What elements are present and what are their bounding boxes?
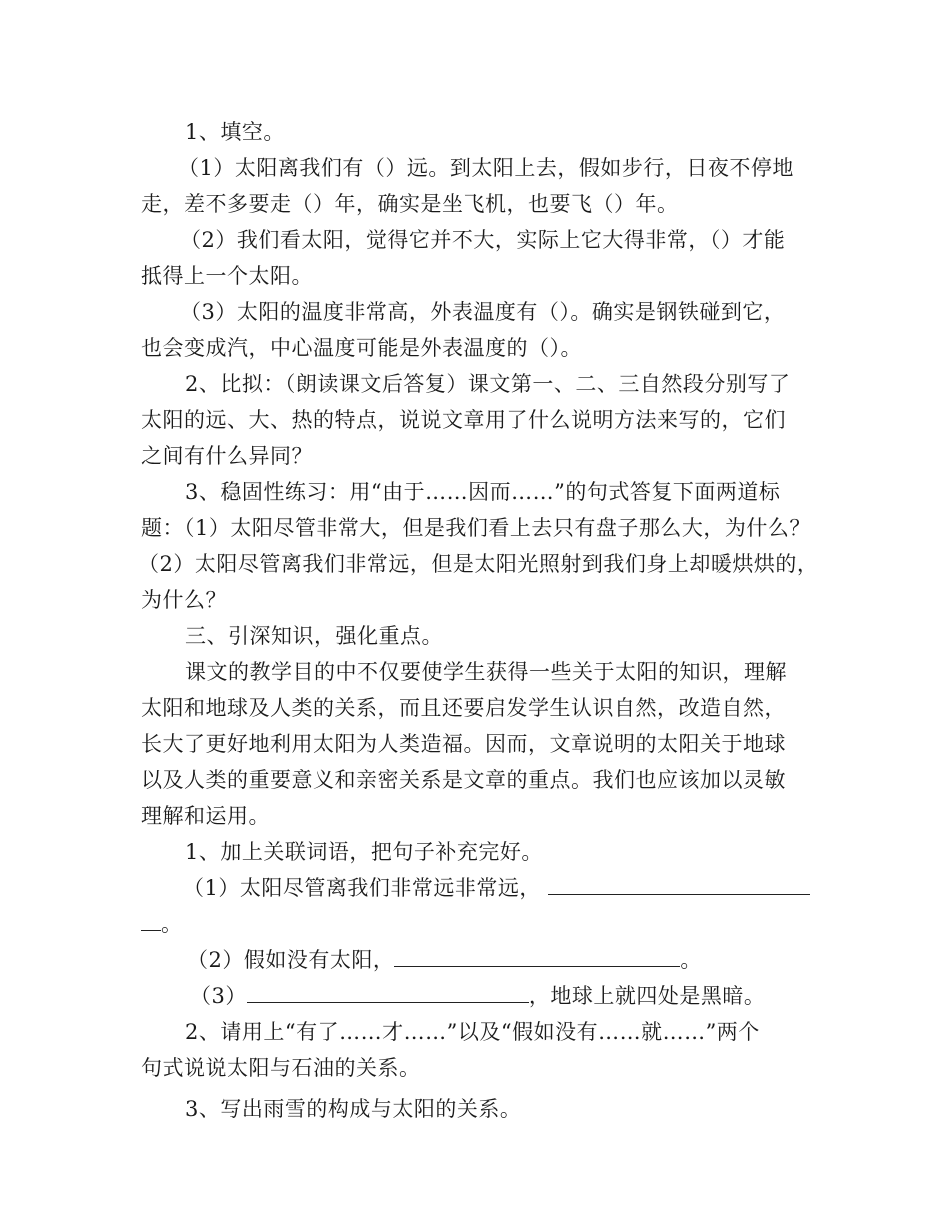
fill-blank-q3-line1: （3）太阳的温度非常高，外表温度有（）。确实是钢铁碰到它， xyxy=(180,300,786,324)
fill-blank-q2-line1: （2）我们看太阳，觉得它并不大，实际上它大得非常，（）才能 xyxy=(180,228,786,252)
exercise1-item2-text: （2）假如没有太阳， xyxy=(187,948,395,972)
exercise1-item1-text: （1）太阳尽管离我们非常远非常远， xyxy=(183,876,541,900)
exercise1-item2 xyxy=(187,945,702,975)
part3-heading: 三、引深知识，强化重点。 xyxy=(185,624,443,648)
exercise1-item2-blank-line xyxy=(394,946,680,967)
exercise1-item1-blank-line xyxy=(548,874,810,895)
exercise1-item1-blank-line-end xyxy=(141,910,161,931)
exercise2-line1: 2、请用上“有了……才……”以及“假如没有……就……”两个 xyxy=(185,1020,760,1044)
exercise1-item3-text: （3） xyxy=(190,984,247,1008)
practice-question-line1: 3、稳固性练习：用“由于……因而……”的句式答复下面两道标 xyxy=(185,480,781,504)
part3-paragraph-line1: 课文的教学目的中不仅要使学生获得一些关于太阳的知识，理解 xyxy=(185,660,787,684)
practice-question-line4: 为什么？ xyxy=(141,588,227,612)
exercise1-item1-tail: 。 xyxy=(161,912,183,936)
exercise1-heading: 1、加上关联词语，把句子补充完好。 xyxy=(185,840,543,864)
exercise1-item3-blank-line xyxy=(247,982,529,1003)
fill-blank-q1-line1: （1）太阳离我们有（）远。到太阳上去，假如步行，日夜不停地 xyxy=(178,156,794,180)
compare-question-line1: 2、比拟：（朗读课文后答复）课文第一、二、三自然段分别写了 xyxy=(185,372,791,396)
part3-paragraph-line5: 理解和运用。 xyxy=(141,804,270,828)
exercise1-item1-continuation xyxy=(141,909,183,939)
practice-question-line3: （2）太阳尽管离我们非常远，但是太阳光照射到我们身上却暖烘烘的， xyxy=(138,552,819,576)
exercise2-line2: 句式说说太阳与石油的关系。 xyxy=(141,1056,421,1080)
exercise1-item1 xyxy=(183,873,810,903)
exercise1-item3 xyxy=(190,981,765,1011)
fill-blank-q3-line2: 也会变成汽，中心温度可能是外表温度的（）。 xyxy=(141,336,582,360)
fill-blank-q1-line2: 走，差不多要走（）年，确实是坐飞机，也要飞（）年。 xyxy=(141,192,679,216)
part3-paragraph-line2: 太阳和地球及人类的关系，而且还要启发学生认识自然，改造自然， xyxy=(141,696,786,720)
exercise1-item3-tail: ，地球上就四处是黑暗。 xyxy=(528,984,766,1008)
fill-blank-heading: 1、填空。 xyxy=(185,120,285,144)
part3-paragraph-line4: 以及人类的重要意义和亲密关系是文章的重点。我们也应该加以灵敏 xyxy=(141,768,786,792)
part3-paragraph-line3: 长大了更好地利用太阳为人类造福。因而，文章说明的太阳关于地球 xyxy=(141,732,786,756)
fill-blank-q2-line2: 抵得上一个太阳。 xyxy=(141,264,313,288)
compare-question-line2: 太阳的远、大、热的特点，说说文章用了什么说明方法来写的，它们 xyxy=(141,408,786,432)
exercise1-item2-tail: 。 xyxy=(680,948,702,972)
compare-question-line3: 之间有什么异同？ xyxy=(141,444,313,468)
exercise3-line1: 3、写出雨雪的构成与太阳的关系。 xyxy=(185,1097,522,1121)
practice-question-line2: 题：（1）太阳尽管非常大，但是我们看上去只有盘子那么大，为什么？ xyxy=(141,516,811,540)
